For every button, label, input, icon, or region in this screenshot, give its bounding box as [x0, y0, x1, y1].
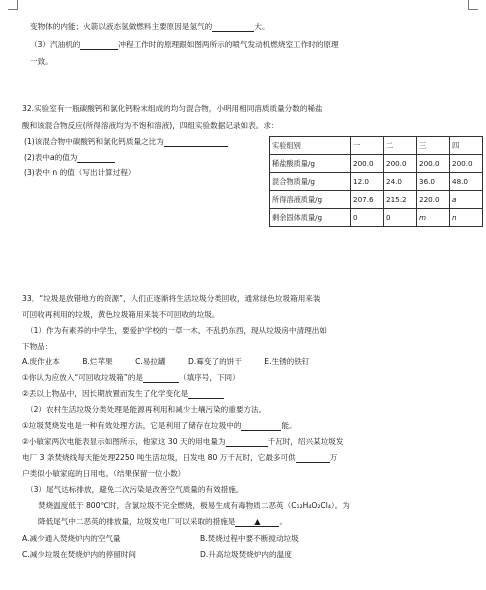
q33-line-11-end: 万 [329, 453, 338, 462]
q33-items-row [22, 357, 309, 367]
q33-line-9-text: ①垃圾焚烧发电是一种有效处理方法，它是利用了储存在垃圾中的 [22, 421, 242, 430]
item-option: D.霉变了的饼干 [188, 357, 242, 366]
answer-blank[interactable] [226, 437, 268, 447]
q33-line-10-text: ②小敏家两次电能表显示如图所示，他家这 30 天的用电量为 [22, 437, 226, 446]
option-c: C.减少垃圾在焚烧炉内的停留时间 [22, 550, 137, 559]
q33-line-15 [38, 517, 287, 527]
option-d: D.升高垃圾焚烧炉内的温度 [200, 550, 292, 559]
top-line-2 [30, 40, 339, 50]
q32-sub-3: (3)表中 n 的值（写出计算过程） [24, 168, 136, 177]
q32-sub-1-text: (1)该混合物中碳酸钙和氯化钙质量之比为 [24, 137, 164, 146]
answer-blank[interactable] [188, 389, 224, 399]
q33-line-8: （2）农村生活垃圾分类处理是能源再利用和减少土壤污染的重要方法。 [26, 405, 267, 414]
q33-line-14: 焚烧温度低于 800℃时，含氯垃圾不完全燃烧，极易生成有毒物质二恶英（C₁₂H₄O₂Cl₄）。为 [38, 501, 350, 510]
q32-stem-line-1: 32.实验室有一瓶碳酸钙和氯化钙粉末组成的均匀混合物，小明用相同溶质质量分数的稀盐 [22, 104, 323, 113]
q33-line-7 [22, 389, 224, 399]
table-cell: a [450, 191, 483, 209]
answer-blank[interactable] [212, 22, 254, 32]
table-cell: 所得溶液质量/g [270, 191, 351, 209]
table-header-cell: 一 [351, 137, 384, 155]
q33-line-15-end: 。 [279, 517, 288, 526]
q33-line-11 [22, 453, 337, 463]
q33-line-7-text: ②丢以上物品中，因长期放置而发生了化学变化是 [22, 389, 189, 398]
q33-line-6-text: ①你认为应放入“可回收垃圾箱”的是 [22, 373, 143, 382]
option-a: A.减少通入焚烧炉内的空气量 [22, 534, 121, 543]
top-line-3: 一致。 [30, 57, 53, 66]
table-header-row [270, 137, 483, 155]
answer-blank[interactable] [241, 421, 281, 431]
answer-blank[interactable] [296, 453, 330, 463]
table-cell: 200.0 [351, 155, 384, 173]
table-header-cell: 实验组别 [270, 137, 351, 155]
top-line-2-start: （3）汽油机的 [30, 40, 81, 49]
table-header-cell: 四 [450, 137, 483, 155]
triangle-marker-icon: ▲ [254, 517, 261, 526]
item-option: C.易拉罐 [135, 357, 166, 366]
table-cell: 207.6 [351, 191, 384, 209]
table-row [270, 191, 483, 209]
q33-line-9 [22, 421, 297, 431]
q32-sub-2-text-b: 的值为 [54, 153, 78, 162]
answer-blank[interactable] [164, 137, 228, 147]
table-cell: 剩余固体质量/g [270, 209, 351, 227]
q33-line-6-end: （填序号，下同） [179, 373, 240, 382]
q33-line-9-end: 能。 [281, 421, 297, 430]
q33-line-11-text: 电厂 3 条焚烧线每天能处理2250 吨生活垃圾，日发电 80 万千瓦时，它最多可供 [22, 453, 296, 462]
top-line-1 [30, 22, 269, 32]
item-option: B.烂苹果 [82, 357, 113, 366]
q33-line-13: （3）尾气达标排放，避免二次污染是改善空气质量的有效措施。 [26, 485, 244, 494]
table-cell: 36.0 [417, 173, 450, 191]
q32-sub-1 [24, 137, 228, 147]
table-cell: 12.0 [351, 173, 384, 191]
q32-sub-2-var: a [49, 153, 55, 162]
table-cell: 200.0 [450, 155, 483, 173]
q33-line-10 [22, 437, 343, 447]
q33-option-row-1 [22, 534, 299, 544]
q32-sub-2 [24, 153, 115, 163]
answer-blank[interactable] [143, 373, 179, 383]
table-header-cell: 二 [384, 137, 417, 155]
table-cell: 215.2 [384, 191, 417, 209]
top-line-2-text: 冲程工作时的原理跟如图两所示的喷气发动机燃烧室工作时的原理 [118, 40, 339, 49]
q33-line-10-end: 千瓦时，绍兴某垃圾发 [267, 437, 344, 446]
page-corner-mark-right [468, 0, 478, 10]
table-cell: 混合物质量/g [270, 173, 351, 191]
item-option: A.废作业本 [22, 357, 60, 366]
q32-sub-2-text: (2)表中 [24, 153, 50, 162]
table-cell: 48.0 [450, 173, 483, 191]
table-header-cell: 三 [417, 137, 450, 155]
page-corner-mark-left [8, 0, 18, 10]
table-row [270, 173, 483, 191]
answer-blank[interactable] [80, 40, 118, 50]
table-cell: 0 [351, 209, 384, 227]
q33-line-1: 33．“垃圾是放错地方的资源”，人们正逐渐将生活垃圾分类回收，通常绿色垃圾箱用来装 [22, 294, 321, 303]
table-row [270, 155, 483, 173]
table-cell: 稀盐酸质量/g [270, 155, 351, 173]
q33-line-3: （1）作为有素养的中学生，要爱护学校的一草一木，不乱扔东西，现从垃圾房中清理出如 [26, 326, 327, 335]
answer-blank[interactable] [77, 153, 115, 163]
table-cell: m [417, 209, 450, 227]
answer-blank[interactable] [235, 517, 279, 527]
q32-stem-line-2: 酸和该混合物反应(所得溶液均为不饱和溶液)，四组实验数据记录如表。求： [22, 121, 279, 130]
top-line-1-end: 大。 [254, 22, 270, 31]
q33-line-12: 户类似小敏家庭的日用电。（结果保留一位小数） [22, 469, 186, 478]
table-cell: 220.0 [417, 191, 450, 209]
table-cell: 24.0 [384, 173, 417, 191]
q33-line-15-text: 降低尾气中二恶英的排放量，垃圾发电厂可以采取的措施是 [38, 517, 236, 526]
table-cell: n [450, 209, 483, 227]
item-option: E.生锈的铁钉 [264, 357, 310, 366]
q33-line-2: 可回收再利用的垃圾，黄色垃圾箱用来装不可回收的垃圾。 [22, 310, 220, 319]
table-cell: 200.0 [384, 155, 417, 173]
q33-line-6 [22, 373, 240, 383]
table-cell: 200.0 [417, 155, 450, 173]
experiment-data-table [269, 136, 483, 227]
q33-line-4: 下物品： [22, 342, 53, 351]
option-b: B.焚烧过程中要不断搅动垃圾 [200, 534, 299, 543]
table-cell: 0 [384, 209, 417, 227]
top-line-1-text: 变物体的内能；火箭以液态氢做燃料主要原因是氢气的 [30, 22, 213, 31]
table-row [270, 209, 483, 227]
q33-option-row-2 [22, 550, 292, 560]
